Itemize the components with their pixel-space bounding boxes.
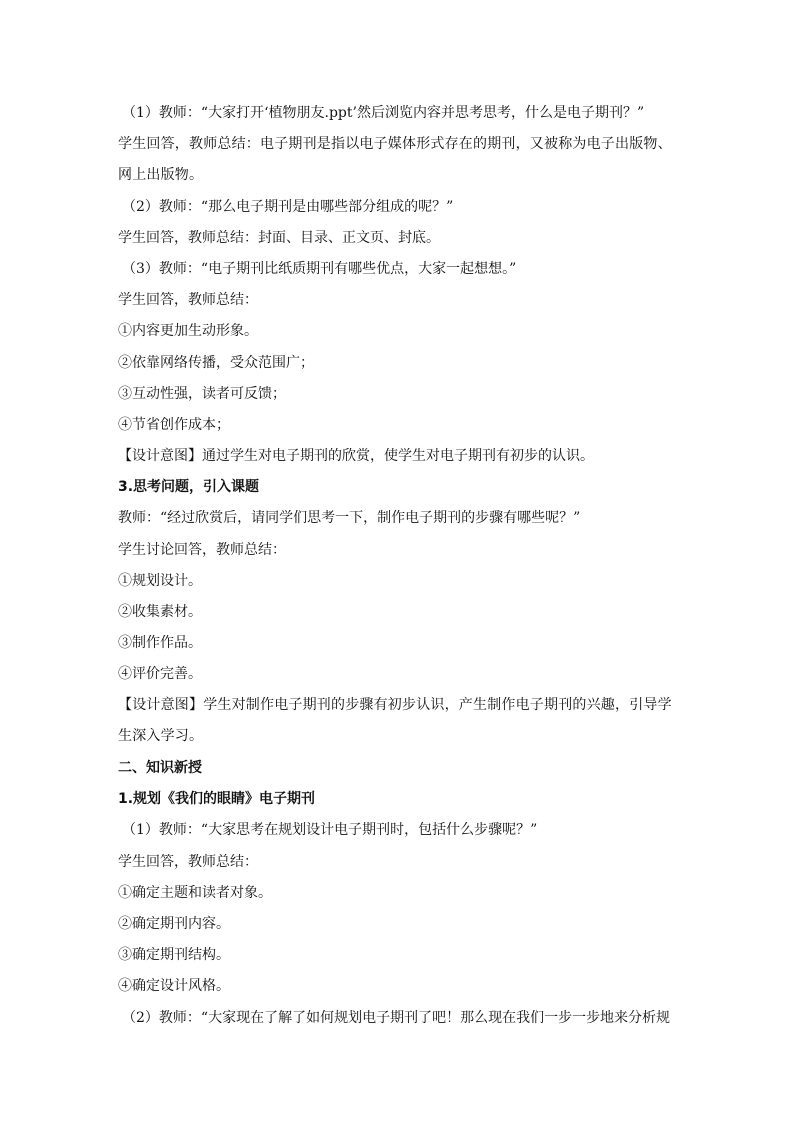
paragraph-design-intent-2: 【设计意图】学生对制作电子期刊的步骤有初步认识，产生制作电子期刊的兴趣，引导学生深入学习。 — [118, 697, 672, 745]
list-item-step-2: ②收集素材。 — [118, 604, 202, 621]
paragraph-teacher-question-2: （2）教师：“那么电子期刊是由哪些部分组成的呢？” — [122, 198, 454, 215]
paragraph-teacher-steps-question: 教师：“经过欣赏后，请同学们思考一下，制作电子期刊的步骤有哪些呢？” — [118, 510, 581, 527]
list-item-step-4: ④评价完善。 — [118, 666, 202, 683]
list-item-advantage-1: ①内容更加生动形象。 — [118, 323, 258, 340]
list-item-plan-1: ①确定主题和读者对象。 — [118, 884, 272, 901]
paragraph-teacher-planning-question: （1）教师：“大家思考在规划设计电子期刊时，包括什么步骤呢？” — [122, 822, 538, 839]
paragraph-components-answer: 学生回答，教师总结：封面、目录、正文页、封底。 — [118, 229, 440, 246]
list-item-plan-2: ②确定期刊内容。 — [118, 915, 230, 932]
list-item-advantage-4: ④节省创作成本； — [118, 416, 230, 433]
list-item-step-3: ③制作作品。 — [118, 635, 202, 652]
list-item-advantage-2: ②依靠网络传播，受众范围广； — [118, 354, 314, 371]
paragraph-teacher-question-1: （1）教师：“大家打开‘植物朋友.ppt’然后浏览内容并思考思考，什么是电子期刊？” — [122, 105, 645, 121]
paragraph-teacher-analysis: （2）教师：“大家现在了解了如何规划电子期刊了吧！那么现在我们一步一步地来分析规 — [122, 1009, 671, 1026]
section-heading-think-question: 3.思考问题，引入课题 — [118, 479, 260, 496]
list-item-plan-3: ③确定期刊结构。 — [118, 947, 230, 964]
section-heading-plan-magazine: 1.规划《我们的眼睛》电子期刊 — [118, 791, 316, 808]
paragraph-teacher-question-3: （3）教师：“电子期刊比纸质期刊有哪些优点，大家一起想想。” — [122, 260, 517, 277]
paragraph-discussion-summary: 学生讨论回答，教师总结： — [118, 541, 286, 558]
paragraph-definition-answer: 学生回答，教师总结：电子期刊是指以电子媒体形式存在的期刊，又被称为电子出版物、网上出版物。 — [118, 135, 672, 183]
section-heading-new-knowledge: 二、知识新授 — [118, 760, 202, 776]
list-item-advantage-3: ③互动性强，读者可反馈； — [118, 385, 286, 402]
document-body — [118, 103, 678, 1039]
paragraph-planning-summary: 学生回答，教师总结： — [118, 853, 258, 870]
list-item-step-1: ①规划设计。 — [118, 572, 202, 589]
list-item-plan-4: ④确定设计风格。 — [118, 978, 230, 995]
paragraph-design-intent-1: 【设计意图】通过学生对电子期刊的欣赏，使学生对电子期刊有初步的认识。 — [118, 448, 594, 465]
paragraph-summary-intro: 学生回答，教师总结： — [118, 292, 258, 309]
